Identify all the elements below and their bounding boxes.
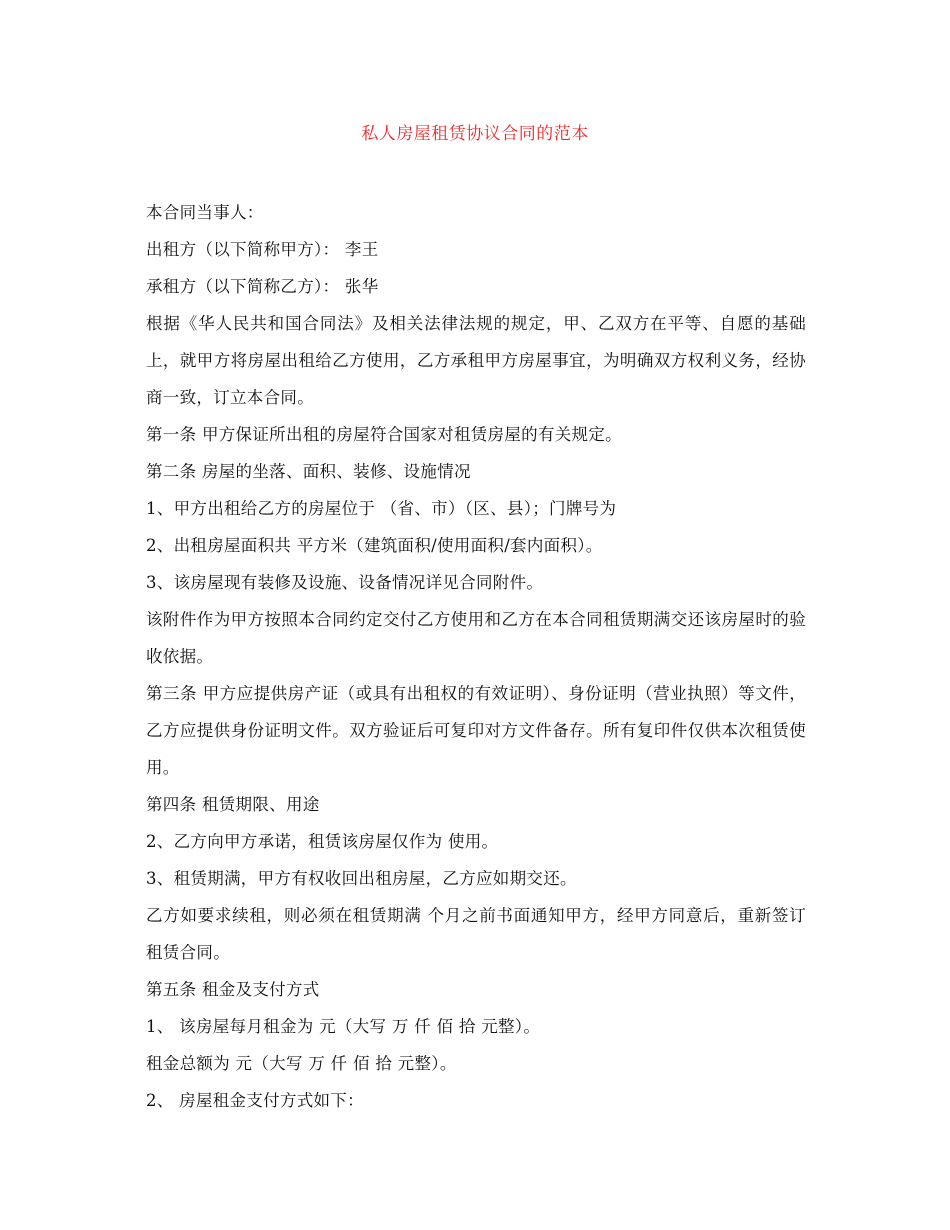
paragraph-article-2: 第二条 房屋的坐落、面积、装修、设施情况 bbox=[146, 462, 471, 481]
paragraph-parties-heading: 本合同当事人： bbox=[146, 203, 264, 222]
paragraph-lessee: 承租方（以下简称乙方）： 张华 bbox=[146, 277, 379, 296]
document-title: 私人房屋租赁协议合同的范本 bbox=[361, 124, 589, 144]
paragraph-article-5: 第五条 租金及支付方式 bbox=[146, 980, 320, 999]
paragraph-article-4: 第四条 租赁期限、用途 bbox=[146, 795, 320, 814]
paragraph-lessor: 出租方（以下简称甲方）： 李王 bbox=[146, 240, 379, 259]
paragraph-article-3: 第三条 甲方应提供房产证（或具有出租权的有效证明）、身份证明（营业执照）等文件，乙方应提供身份证明文件。双方验证后可复印对方文件备存。所有复印件仅供本次租赁使用。 bbox=[146, 684, 806, 777]
paragraph-article-2-item-2: 2、出租房屋面积共 平方米（建筑面积/使用面积/套内面积）。 bbox=[146, 536, 603, 555]
paragraph-article-4-item-3: 3、租赁期满，甲方有权收回出租房屋，乙方应如期交还。 bbox=[146, 869, 577, 888]
paragraph-article-4-item-2: 2、乙方向甲方承诺，租赁该房屋仅作为 使用。 bbox=[146, 832, 499, 851]
paragraph-article-1: 第一条 甲方保证所出租的房屋符合国家对租赁房屋的有关规定。 bbox=[146, 425, 622, 444]
paragraph-article-2-item-3: 3、该房屋现有装修及设施、设备情况详见合同附件。 bbox=[146, 573, 544, 592]
document-body bbox=[146, 194, 806, 1119]
paragraph-article-5-item-2: 2、 房屋租金支付方式如下： bbox=[146, 1091, 364, 1110]
paragraph-rent-total: 租金总额为 元（大写 万 仟 佰 拾 元整）。 bbox=[146, 1054, 457, 1073]
paragraph-article-2-item-1: 1、甲方出租给乙方的房屋位于 （省、市）（区、县）；门牌号为 bbox=[146, 499, 617, 518]
paragraph-preamble: 根据《华人民共和国合同法》及相关法律法规的规定，甲、乙双方在平等、自愿的基础上，就甲方将房屋出租给乙方使用，乙方承租甲方房屋事宜，为明确双方权利义务，经协商一致，订立本合同。 bbox=[146, 314, 806, 407]
paragraph-article-5-item-1: 1、 该房屋每月租金为 元（大写 万 仟 佰 拾 元整）。 bbox=[146, 1017, 541, 1036]
paragraph-renewal: 乙方如要求续租，则必须在租赁期满 个月之前书面通知甲方，经甲方同意后，重新签订租赁合同。 bbox=[146, 906, 806, 962]
paragraph-attachment-note: 该附件作为甲方按照本合同约定交付乙方使用和乙方在本合同租赁期满交还该房屋时的验收依据。 bbox=[146, 610, 806, 666]
